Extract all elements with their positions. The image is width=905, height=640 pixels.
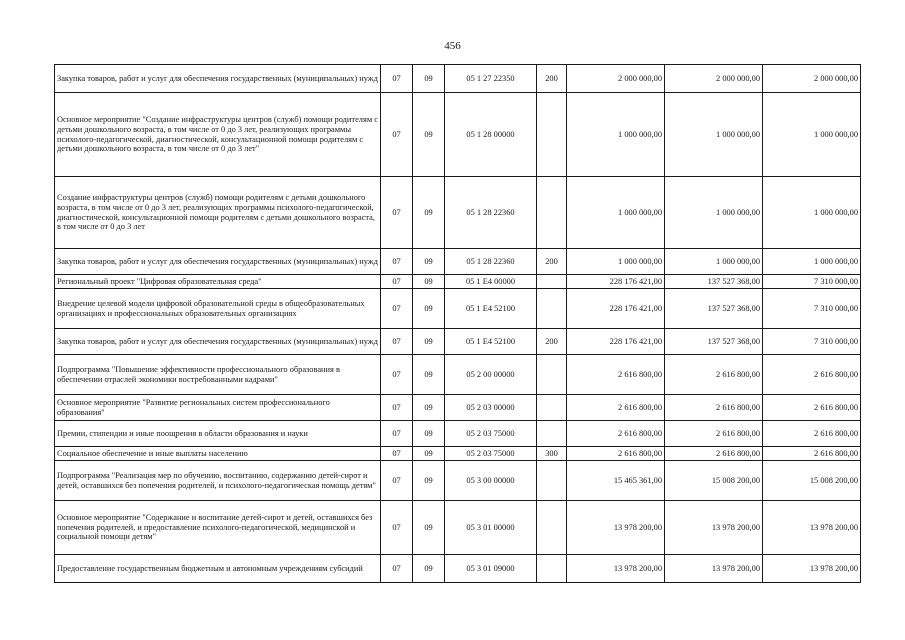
expense-type-code xyxy=(537,289,567,329)
amount-year-3: 13 978 200,00 xyxy=(763,501,861,555)
subsection-code: 09 xyxy=(413,395,445,421)
item-name: Закупка товаров, работ и услуг для обеспечения государственных (муниципальных) нужд xyxy=(55,249,381,275)
target-article-code: 05 2 03 00000 xyxy=(445,395,537,421)
table-row xyxy=(55,555,861,583)
expense-type-code xyxy=(537,177,567,249)
amount-year-3: 1 000 000,00 xyxy=(763,177,861,249)
section-code: 07 xyxy=(381,447,413,461)
item-name: Создание инфраструктуры центров (служб) помощи родителям с детьми дошкольного возраста, в том числе от 0 до 3 лет, реализующих программы психолого-педагогической, диагностической, консультационной помощи родителям с детьми дошкольного возраста, в том числе от 0 до 3 лет xyxy=(55,177,381,249)
target-article-code: 05 2 03 75000 xyxy=(445,421,537,447)
amount-year-1: 228 176 421,00 xyxy=(567,329,665,355)
expense-type-code: 200 xyxy=(537,329,567,355)
expense-type-code xyxy=(537,461,567,501)
target-article-code: 05 1 E4 52100 xyxy=(445,329,537,355)
amount-year-2: 2 616 800,00 xyxy=(665,355,763,395)
section-code: 07 xyxy=(381,421,413,447)
amount-year-2: 13 978 200,00 xyxy=(665,555,763,583)
amount-year-3: 2 616 800,00 xyxy=(763,355,861,395)
amount-year-1: 2 616 800,00 xyxy=(567,395,665,421)
amount-year-2: 2 000 000,00 xyxy=(665,65,763,93)
expense-type-code: 200 xyxy=(537,249,567,275)
target-article-code: 05 3 01 09000 xyxy=(445,555,537,583)
subsection-code: 09 xyxy=(413,355,445,395)
amount-year-3: 2 616 800,00 xyxy=(763,421,861,447)
amount-year-3: 1 000 000,00 xyxy=(763,249,861,275)
amount-year-2: 2 616 800,00 xyxy=(665,395,763,421)
budget-table xyxy=(54,64,861,583)
table-row xyxy=(55,275,861,289)
amount-year-2: 13 978 200,00 xyxy=(665,501,763,555)
item-name: Подпрограмма "Повышение эффективности профессионального образования в обеспечении отраслей экономики востребованными кадрами" xyxy=(55,355,381,395)
subsection-code: 09 xyxy=(413,461,445,501)
amount-year-3: 7 310 000,00 xyxy=(763,329,861,355)
expense-type-code: 200 xyxy=(537,65,567,93)
amount-year-1: 228 176 421,00 xyxy=(567,289,665,329)
target-article-code: 05 1 28 22360 xyxy=(445,177,537,249)
page-number: 456 xyxy=(444,40,461,52)
expense-type-code: 300 xyxy=(537,447,567,461)
target-article-code: 05 3 00 00000 xyxy=(445,461,537,501)
section-code: 07 xyxy=(381,501,413,555)
target-article-code: 05 1 28 00000 xyxy=(445,93,537,177)
table-row xyxy=(55,501,861,555)
table-row xyxy=(55,355,861,395)
table-row xyxy=(55,447,861,461)
table-row xyxy=(55,177,861,249)
section-code: 07 xyxy=(381,555,413,583)
table-row xyxy=(55,65,861,93)
amount-year-3: 13 978 200,00 xyxy=(763,555,861,583)
section-code: 07 xyxy=(381,329,413,355)
amount-year-2: 2 616 800,00 xyxy=(665,421,763,447)
table-row xyxy=(55,249,861,275)
expense-type-code xyxy=(537,93,567,177)
table-row xyxy=(55,93,861,177)
item-name: Закупка товаров, работ и услуг для обеспечения государственных (муниципальных) нужд xyxy=(55,329,381,355)
subsection-code: 09 xyxy=(413,329,445,355)
amount-year-1: 15 465 361,00 xyxy=(567,461,665,501)
target-article-code: 05 1 E4 52100 xyxy=(445,289,537,329)
item-name: Основное мероприятие "Развитие региональных систем профессионального образования" xyxy=(55,395,381,421)
amount-year-2: 2 616 800,00 xyxy=(665,447,763,461)
expense-type-code xyxy=(537,501,567,555)
amount-year-1: 2 616 800,00 xyxy=(567,447,665,461)
table-row xyxy=(55,289,861,329)
item-name: Социальное обеспечение и иные выплаты населению xyxy=(55,447,381,461)
target-article-code: 05 2 03 75000 xyxy=(445,447,537,461)
target-article-code: 05 1 28 22360 xyxy=(445,249,537,275)
amount-year-2: 1 000 000,00 xyxy=(665,177,763,249)
subsection-code: 09 xyxy=(413,65,445,93)
amount-year-1: 1 000 000,00 xyxy=(567,249,665,275)
item-name: Подпрограмма "Реализация мер по обучению, воспитанию, содержанию детей-сирот и детей, оставшихся без попечения родителей, и психолого-педагогическая помощь детям" xyxy=(55,461,381,501)
section-code: 07 xyxy=(381,65,413,93)
section-code: 07 xyxy=(381,275,413,289)
target-article-code: 05 2 00 00000 xyxy=(445,355,537,395)
section-code: 07 xyxy=(381,395,413,421)
table-row xyxy=(55,421,861,447)
amount-year-1: 13 978 200,00 xyxy=(567,555,665,583)
subsection-code: 09 xyxy=(413,289,445,329)
expense-type-code xyxy=(537,275,567,289)
subsection-code: 09 xyxy=(413,177,445,249)
table-row xyxy=(55,461,861,501)
expense-type-code xyxy=(537,421,567,447)
subsection-code: 09 xyxy=(413,555,445,583)
amount-year-1: 2 616 800,00 xyxy=(567,421,665,447)
target-article-code: 05 1 27 22350 xyxy=(445,65,537,93)
expense-type-code xyxy=(537,355,567,395)
amount-year-2: 15 008 200,00 xyxy=(665,461,763,501)
section-code: 07 xyxy=(381,355,413,395)
section-code: 07 xyxy=(381,249,413,275)
amount-year-3: 2 616 800,00 xyxy=(763,447,861,461)
amount-year-2: 137 527 368,00 xyxy=(665,275,763,289)
amount-year-3: 1 000 000,00 xyxy=(763,93,861,177)
amount-year-1: 228 176 421,00 xyxy=(567,275,665,289)
amount-year-2: 137 527 368,00 xyxy=(665,289,763,329)
item-name: Внедрение целевой модели цифровой образовательной среды в общеобразовательных организациях и профессиональных образовательных организациях xyxy=(55,289,381,329)
item-name: Премии, стипендии и иные поощрения в области образования и науки xyxy=(55,421,381,447)
amount-year-3: 2 616 800,00 xyxy=(763,395,861,421)
subsection-code: 09 xyxy=(413,421,445,447)
section-code: 07 xyxy=(381,461,413,501)
amount-year-1: 1 000 000,00 xyxy=(567,177,665,249)
amount-year-2: 1 000 000,00 xyxy=(665,93,763,177)
expense-type-code xyxy=(537,555,567,583)
item-name: Основное мероприятие "Содержание и воспитание детей-сирот и детей, оставшихся без попечения родителей, и предоставление психолого-педагогической, медицинской и социальной помощи детям" xyxy=(55,501,381,555)
amount-year-3: 7 310 000,00 xyxy=(763,275,861,289)
amount-year-2: 1 000 000,00 xyxy=(665,249,763,275)
amount-year-3: 15 008 200,00 xyxy=(763,461,861,501)
subsection-code: 09 xyxy=(413,501,445,555)
amount-year-3: 7 310 000,00 xyxy=(763,289,861,329)
amount-year-1: 2 000 000,00 xyxy=(567,65,665,93)
amount-year-1: 13 978 200,00 xyxy=(567,501,665,555)
subsection-code: 09 xyxy=(413,93,445,177)
amount-year-1: 2 616 800,00 xyxy=(567,355,665,395)
section-code: 07 xyxy=(381,289,413,329)
target-article-code: 05 1 E4 00000 xyxy=(445,275,537,289)
expense-type-code xyxy=(537,395,567,421)
table-row xyxy=(55,329,861,355)
section-code: 07 xyxy=(381,93,413,177)
section-code: 07 xyxy=(381,177,413,249)
item-name: Закупка товаров, работ и услуг для обеспечения государственных (муниципальных) нужд xyxy=(55,65,381,93)
table-body xyxy=(55,65,861,583)
table-row xyxy=(55,395,861,421)
item-name: Основное мероприятие "Создание инфраструктуры центров (служб) помощи родителям с детьми дошкольного возраста, в том числе от 0 до 3 лет, реализующих программы психолого-педагогической, диагностической, консультационной помощи родителям с детьми дошкольного возраста, в том числе от 0 до 3 лет" xyxy=(55,93,381,177)
subsection-code: 09 xyxy=(413,447,445,461)
subsection-code: 09 xyxy=(413,275,445,289)
amount-year-1: 1 000 000,00 xyxy=(567,93,665,177)
amount-year-2: 137 527 368,00 xyxy=(665,329,763,355)
item-name: Региональный проект "Цифровая образовательная среда" xyxy=(55,275,381,289)
amount-year-3: 2 000 000,00 xyxy=(763,65,861,93)
subsection-code: 09 xyxy=(413,249,445,275)
item-name: Предоставление государственным бюджетным и автономным учреждениям субсидий xyxy=(55,555,381,583)
target-article-code: 05 3 01 00000 xyxy=(445,501,537,555)
